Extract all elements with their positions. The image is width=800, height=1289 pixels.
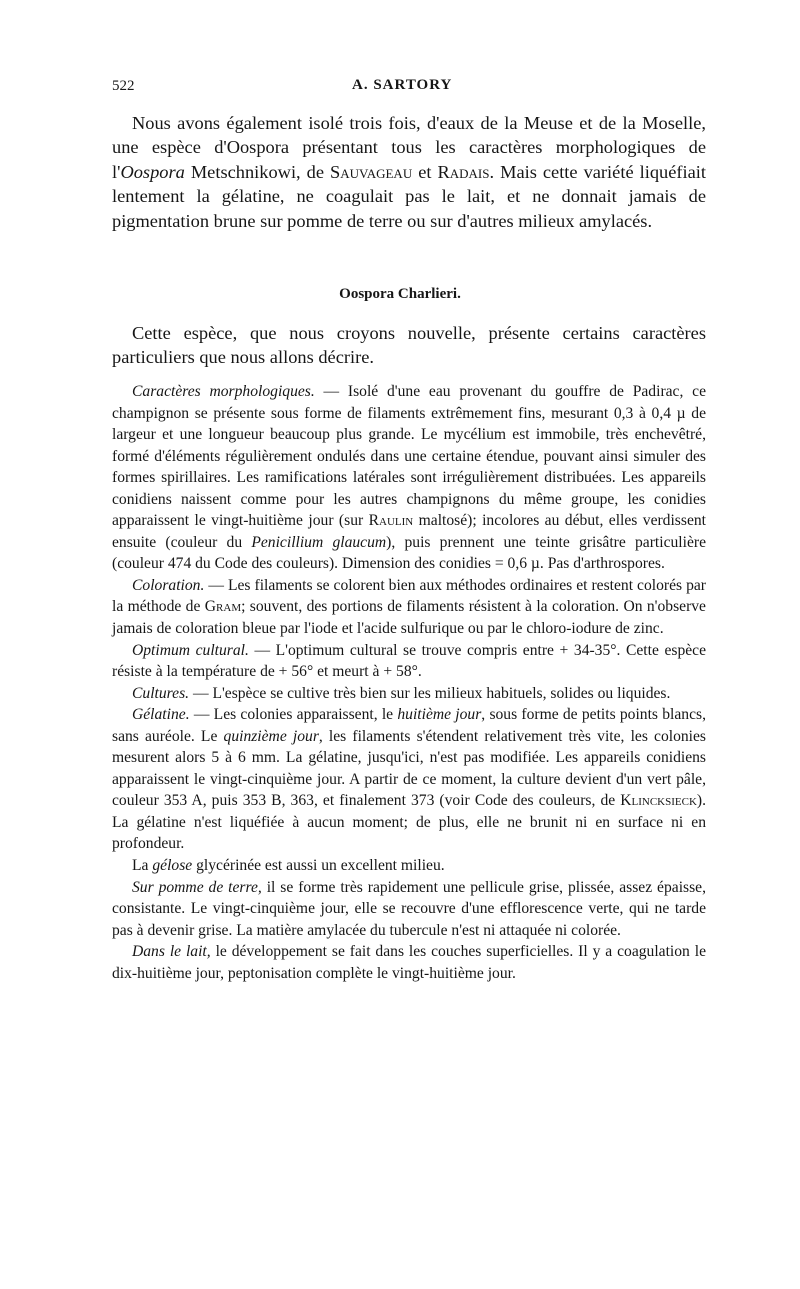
author-sauvageau: Sauvageau (330, 161, 413, 182)
optimum-text: — L'optimum cultural se trouve compris entre + 34-35°. Cette espèce résiste à la température de + 56° et meurt à + 58°. (112, 641, 707, 681)
cultures-paragraph (112, 683, 706, 705)
gelose-label: gélose (152, 857, 193, 875)
author-radais: Radais (437, 161, 490, 182)
morphology-text-1: — Isolé d'une eau provenant du gouffre de Padirac, ce champignon se présente sous forme de filaments extrêmement fins, mesurant 0,3 à 0,4 µ de largeur et une longueur beaucoup plus grande. Le mycélium est immobile, très enchevêtré, formé d'éléments régulièrement ondulés dans une certaine étendue, pouvant ainsi simuler des formes spirillaires. Les ramifications latérales sont irrégulièrement distribuées. Les appareils conidiens naissent comme pour les autres champignons du même groupe, les conidies apparaissent le vingt-huitième jour (sur (112, 383, 706, 530)
gelatine-text-4: ). La gélatine n'est liquéfiée à aucun moment; de plus, elle ne brunit ni en surface ni en profondeur. (112, 792, 706, 853)
section-title: Oospora Charlieri. (339, 286, 461, 302)
cultures-label: Cultures. (132, 684, 190, 702)
gelatine-text-3: , les filaments s'étendent relativement très vite, les colonies mesurent alors 5 à 6 mm. La gélatine, jusqu'ici, n'est pas modifiée. Les appareils conidiens apparaissent le vingt-cinquième jour. A partir de ce moment, la culture devient d'un vert pâle, couleur 353 A, puis 353 B, 363, et finalement 373 (voir Code des couleurs, de (112, 727, 706, 810)
coloration-text-1: — Les filaments se colorent bien aux méthodes ordinaires et restent colorés par la méthode de (112, 576, 706, 616)
section-intro-text: Cette espèce, que nous croyons nouvelle, présente certains caractères particuliers que nous allons décrire. (112, 323, 706, 368)
gelatine-paragraph (112, 704, 706, 855)
intro-text-4: . Mais cette variété liquéfiait lentement la gélatine, ne coagulait pas le lait, et ne donnait jamais de pigmentation brune sur pomme de terre ou sur d'autres milieux amylacés. (112, 161, 706, 231)
optimum-paragraph (112, 640, 706, 683)
intro-paragraph (112, 111, 706, 233)
cultures-text: — L'espèce se cultive très bien sur les milieux habituels, solides ou liquides. (189, 684, 671, 702)
gelatine-text-1: — Les colonies apparaissent, le (189, 706, 398, 724)
morphology-text-2: maltosé); incolores au début, elles verdissent ensuite (couleur du (112, 512, 706, 551)
pomme-paragraph (112, 877, 706, 942)
gelatine-huitieme: huitième jour (397, 706, 482, 724)
morphology-label: Caractères morphologiques. (132, 383, 315, 400)
gelatine-quinzieme: quinzième jour (223, 727, 319, 745)
lait-label: Dans le lait, (132, 943, 211, 961)
gelose-text-1: La (132, 857, 153, 875)
medium-raulin: Raulin (368, 512, 414, 530)
method-gram: Gram (204, 598, 242, 616)
running-title: A. SARTORY (352, 77, 453, 93)
description-body (112, 381, 706, 984)
morphology-text-3: ), puis prennent une teinte grisâtre particulière (couleur 474 du Code des couleurs). Dimension des conidies = 0,6 µ. Pas d'arthrospores. (112, 533, 706, 573)
pomme-text: il se forme très rapidement une pellicule grise, plissée, assez épaisse, consistante. Le vingt-cinquième jour, elle se recouvre d'une efflorescence verte, qui ne tarde pas à devenir grise. La matière amylacée du tubercule n'est ni attaquée ni colorée. (112, 878, 706, 939)
section-intro (112, 321, 706, 370)
page-number: 522 (112, 78, 135, 94)
gelatine-text-2: , sous forme de petits points blancs, sans auréole. Le (112, 706, 706, 745)
coloration-label: Coloration. (132, 576, 205, 594)
optimum-label: Optimum cultural. (132, 641, 249, 659)
pomme-label: Sur pomme de terre, (132, 878, 262, 896)
morphology-paragraph (112, 381, 706, 575)
gelose-paragraph (112, 855, 706, 877)
gelatine-label: Gélatine. (132, 706, 190, 724)
intro-oospora: Oospora (120, 161, 185, 182)
intro-text-3: et (412, 161, 438, 182)
lait-text: le développement se fait dans les couches superficielles. Il y a coagulation le dix-huitième jour, peptonisation complète le vingt-huitième jour. (112, 943, 706, 982)
gelose-text-2: glycérinée est aussi un excellent milieu. (192, 857, 445, 875)
coloration-paragraph (112, 575, 706, 640)
lait-paragraph (112, 941, 706, 984)
species-penicillium: Penicillium glaucum (251, 533, 387, 551)
coloration-text-2: ; souvent, des portions de filaments résistent à la coloration. On n'observe jamais de coloration bleue par l'iode et l'acide sulfurique ou par le chloro-iodure de zinc. (112, 598, 706, 638)
intro-text-2: Metschnikowi, de (184, 161, 330, 182)
publisher-klincksieck: Klincksieck (620, 792, 697, 810)
intro-text-1: Nous avons également isolé trois fois, d'eaux de la Meuse et de la Moselle, une espèce d'Oospora présentant tous les caractères morphologiques de l' (112, 113, 706, 182)
